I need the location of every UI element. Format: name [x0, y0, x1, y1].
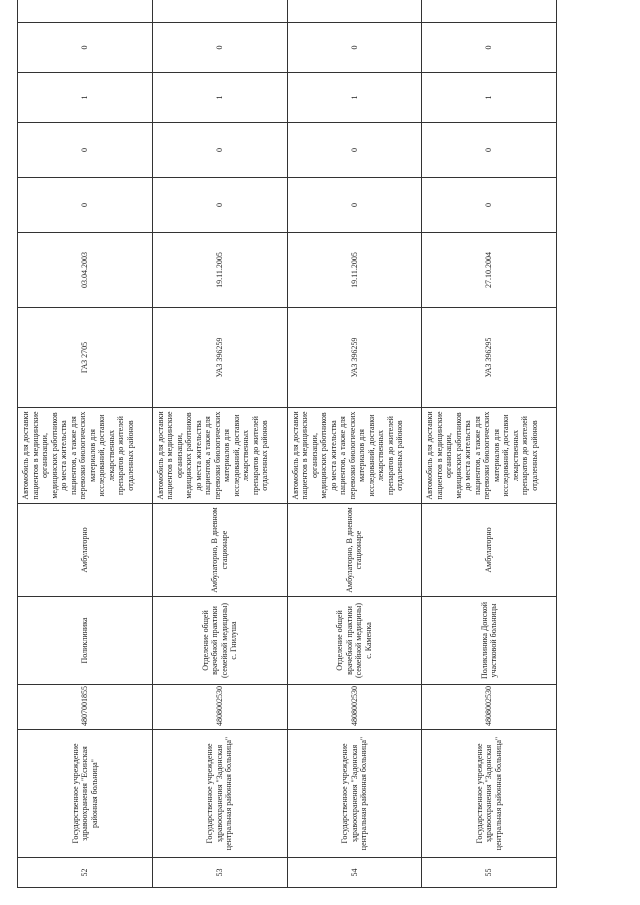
- vehicle-purpose: Автомобиль для доставки пациентов в медицинские организации, медицинских работников до места жительства пациентов, а также для перевозки биологических материалов для исследований, доставки лекарственных препаратов до жителей отдаленных районов: [18, 408, 153, 504]
- care-conditions: Амбулаторно: [18, 504, 153, 597]
- table-row: [152, 0, 287, 888]
- row-number: 53: [152, 858, 287, 888]
- value-cell: 0: [422, 178, 557, 233]
- inn-code: 4808002530: [422, 685, 557, 730]
- vehicle-model: УАЗ 396295: [422, 308, 557, 408]
- row-number: 54: [287, 858, 422, 888]
- vehicle-purpose: Автомобиль для доставки пациентов в медицинские организации, медицинских работников до места жительства пациентов, а также для перевозки биологических материалов для исследований, доставки лекарственных препаратов до жителей отдаленных районов: [152, 408, 287, 504]
- value-cell: [18, 0, 153, 23]
- organization-name: Государственное учреждение здравоохранения "Есинская районная больница": [18, 730, 153, 858]
- subdivision-name: Отделение общей врачебной практики (семейной медицины) с. Каменка: [287, 597, 422, 685]
- value-cell: 1: [18, 73, 153, 123]
- value-cell: [152, 0, 287, 23]
- vehicle-purpose: Автомобиль для доставки пациентов в медицинские организации, медицинских работников до места жительства пациентов, а также для перевозки биологических материалов для исследований, доставки лекарственных препаратов до жителей отдаленных районов: [287, 408, 422, 504]
- care-conditions: Амбулаторно, В дневном стационаре: [287, 504, 422, 597]
- subdivision-name: Поликлиника: [18, 597, 153, 685]
- value-cell: 0: [18, 178, 153, 233]
- value-cell: [422, 0, 557, 23]
- inn-code: 4808002530: [152, 685, 287, 730]
- organization-name: Государственное учреждение здравоохранения "Задонская центральная районная больница": [152, 730, 287, 858]
- table-row: [18, 0, 153, 888]
- table-row: [422, 0, 557, 888]
- value-cell: 1: [287, 73, 422, 123]
- vehicle-table: [17, 0, 557, 888]
- value-cell: 0: [18, 123, 153, 178]
- value-cell: 0: [287, 178, 422, 233]
- table-body: [18, 0, 557, 888]
- row-number: 55: [422, 858, 557, 888]
- inn-code: 4807001855: [18, 685, 153, 730]
- issue-date: 19.11.2005: [152, 233, 287, 308]
- value-cell: 0: [152, 23, 287, 73]
- value-cell: 0: [287, 123, 422, 178]
- value-cell: [287, 0, 422, 23]
- organization-name: Государственное учреждение здравоохранения "Задонская центральная районная больница": [422, 730, 557, 858]
- vehicle-model: ГАЗ 2705: [18, 308, 153, 408]
- issue-date: 03.04.2003: [18, 233, 153, 308]
- value-cell: 1: [152, 73, 287, 123]
- row-number: 52: [18, 858, 153, 888]
- issue-date: 19.11.2005: [287, 233, 422, 308]
- table-row: [287, 0, 422, 888]
- value-cell: 0: [287, 23, 422, 73]
- vehicle-model: УАЗ 396259: [287, 308, 422, 408]
- vehicle-purpose: Автомобиль для доставки пациентов в медицинские организации, медицинских работников до места жительства пациентов, а также для перевозки биологических материалов для исследований, доставки лекарственных препаратов до жителей отдаленных районов: [422, 408, 557, 504]
- value-cell: 0: [422, 23, 557, 73]
- value-cell: 1: [422, 73, 557, 123]
- value-cell: 0: [422, 123, 557, 178]
- value-cell: 0: [152, 123, 287, 178]
- subdivision-name: Отделение общей врачебной практики (семейной медицины) с. Гнилуша: [152, 597, 287, 685]
- vehicle-model: УАЗ 396259: [152, 308, 287, 408]
- value-cell: 0: [152, 178, 287, 233]
- subdivision-name: Поликлиника Донской участковой больницы: [422, 597, 557, 685]
- issue-date: 27.10.2004: [422, 233, 557, 308]
- care-conditions: Амбулаторно, В дневном стационаре: [152, 504, 287, 597]
- value-cell: 0: [18, 23, 153, 73]
- organization-name: Государственное учреждение здравоохранения "Задонская центральная районная больница": [287, 730, 422, 858]
- care-conditions: Амбулаторно: [422, 504, 557, 597]
- inn-code: 4808002530: [287, 685, 422, 730]
